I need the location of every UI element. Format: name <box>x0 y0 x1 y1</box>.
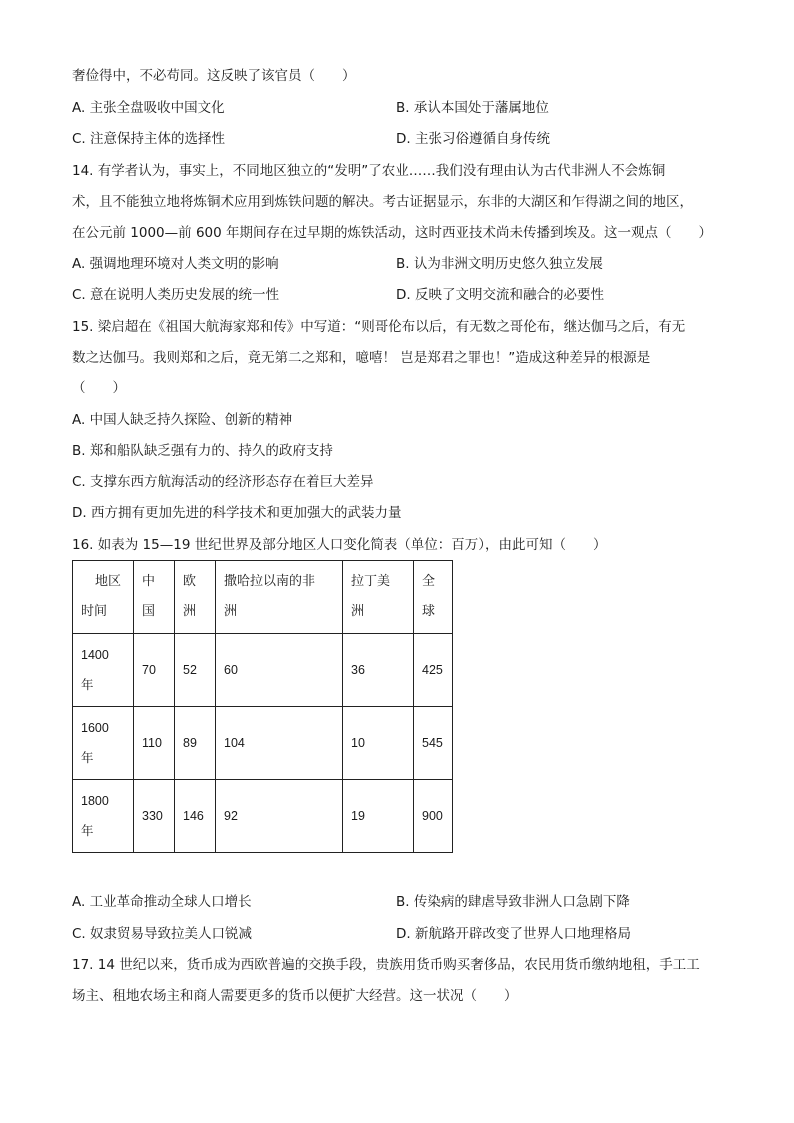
value-cell: 110 <box>134 707 175 780</box>
value-cell: 104 <box>216 707 343 780</box>
q15-option-d[interactable]: D. 西方拥有更加先进的科学技术和更加强大的武装力量 <box>72 505 402 521</box>
table-corner-cell <box>73 561 134 634</box>
year-number: 1800 <box>81 794 109 808</box>
q16-option-c[interactable]: C. 奴隶贸易导致拉美人口锐减 <box>72 926 253 942</box>
q15-option-b[interactable]: B. 郑和船队缺乏强有力的、持久的政府支持 <box>72 443 333 459</box>
header-europe-line-1: 欧 <box>183 574 197 589</box>
value-cell: 10 <box>343 707 414 780</box>
table-header-cell <box>343 561 414 634</box>
header-subsaharan-line-2: 洲 <box>224 604 238 619</box>
value-cell: 545 <box>414 707 453 780</box>
header-europe-line-2: 洲 <box>183 604 197 619</box>
table-header-row <box>73 561 453 634</box>
q14-option-d[interactable]: D. 反映了文明交流和融合的必要性 <box>396 287 604 303</box>
q15-stem-line-2: 数之达伽马。我则郑和之后，竟无第二之郑和，噫嘻！ 岂是郑君之罪也！”造成这种差异的根源是 <box>72 350 651 366</box>
table-header-cell <box>134 561 175 634</box>
year-unit: 年 <box>81 823 94 838</box>
header-global-line-1: 全 <box>422 574 436 589</box>
table-header-cell <box>175 561 216 634</box>
value-cell: 60 <box>216 634 343 707</box>
year-cell <box>73 634 134 707</box>
corner-time-label: 时间 <box>81 604 108 619</box>
q17-stem-line-1: 17. 14 世纪以来，货币成为西欧普遍的交换手段，贵族用货币购买奢侈品，农民用货币缴纳地租，手工工 <box>72 957 700 973</box>
value-cell: 19 <box>343 780 414 853</box>
q14-stem-line-3: 在公元前 1000—前 600 年期间存在过早期的炼铁活动，这时西亚技术尚未传播到埃及。这一观点（ ） <box>72 225 712 241</box>
header-subsaharan-line-1: 撒哈拉以南的非 <box>224 574 316 589</box>
header-latam-line-1: 拉丁美 <box>351 574 391 589</box>
q14-stem-line-2: 术，且不能独立地将炼铜术应用到炼铁问题的解决。考古证据显示，东非的大湖区和乍得湖之间的地区， <box>72 194 693 210</box>
year-cell <box>73 780 134 853</box>
q15-option-a[interactable]: A. 中国人缺乏持久探险、创新的精神 <box>72 412 293 428</box>
table-row <box>73 707 453 780</box>
value-cell: 146 <box>175 780 216 853</box>
q14-option-b[interactable]: B. 认为非洲文明历史悠久独立发展 <box>396 256 603 272</box>
q13-option-a[interactable]: A. 主张全盘吸收中国文化 <box>72 100 225 116</box>
table-header-cell <box>216 561 343 634</box>
value-cell: 92 <box>216 780 343 853</box>
q15-stem-line-1: 15. 梁启超在《祖国大航海家郑和传》中写道：“则哥伦布以后，有无数之哥伦布，继达伽马之后，有无 <box>72 319 686 335</box>
q16-option-b[interactable]: B. 传染病的肆虐导致非洲人口急剧下降 <box>396 894 630 910</box>
q14-option-a[interactable]: A. 强调地理环境对人类文明的影响 <box>72 256 279 272</box>
population-table <box>72 560 453 853</box>
header-china-line-1: 中 <box>142 574 156 589</box>
value-cell: 330 <box>134 780 175 853</box>
table-row <box>73 634 453 707</box>
q16-option-d[interactable]: D. 新航路开辟改变了世界人口地理格局 <box>396 926 631 942</box>
q16-stem: 16. 如表为 15—19 世纪世界及部分地区人口变化简表（单位：百万），由此可知（ ） <box>72 537 607 553</box>
value-cell: 36 <box>343 634 414 707</box>
year-unit: 年 <box>81 677 94 692</box>
q17-stem-line-2: 场主、租地农场主和商人需要更多的货币以便扩大经营。这一状况（ ） <box>72 988 518 1004</box>
year-unit: 年 <box>81 750 94 765</box>
table-header-cell <box>414 561 453 634</box>
header-china-line-2: 国 <box>142 604 156 619</box>
q15-option-c[interactable]: C. 支撑东西方航海活动的经济形态存在着巨大差异 <box>72 474 374 490</box>
year-cell <box>73 707 134 780</box>
q13-option-b[interactable]: B. 承认本国处于藩属地位 <box>396 100 549 116</box>
value-cell: 425 <box>414 634 453 707</box>
value-cell: 89 <box>175 707 216 780</box>
year-number: 1400 <box>81 648 109 662</box>
value-cell: 900 <box>414 780 453 853</box>
q13-option-d[interactable]: D. 主张习俗遵循自身传统 <box>396 131 550 147</box>
year-number: 1600 <box>81 721 109 735</box>
q16-option-a[interactable]: A. 工业革命推动全球人口增长 <box>72 894 252 910</box>
header-global-line-2: 球 <box>422 604 436 619</box>
q13-stem-tail: 奢俭得中，不必苟同。这反映了该官员（ ） <box>72 68 356 84</box>
q14-option-c[interactable]: C. 意在说明人类历史发展的统一性 <box>72 287 280 303</box>
value-cell: 52 <box>175 634 216 707</box>
corner-region-label: 地区 <box>95 574 122 589</box>
table-row <box>73 780 453 853</box>
header-latam-line-2: 洲 <box>351 604 365 619</box>
q14-stem-line-1: 14. 有学者认为，事实上，不同地区独立的“发明”了农业……我们没有理由认为古代非洲人不会炼铜 <box>72 163 666 179</box>
q15-stem-line-3: （ ） <box>72 380 126 396</box>
value-cell: 70 <box>134 634 175 707</box>
q13-option-c[interactable]: C. 注意保持主体的选择性 <box>72 131 226 147</box>
